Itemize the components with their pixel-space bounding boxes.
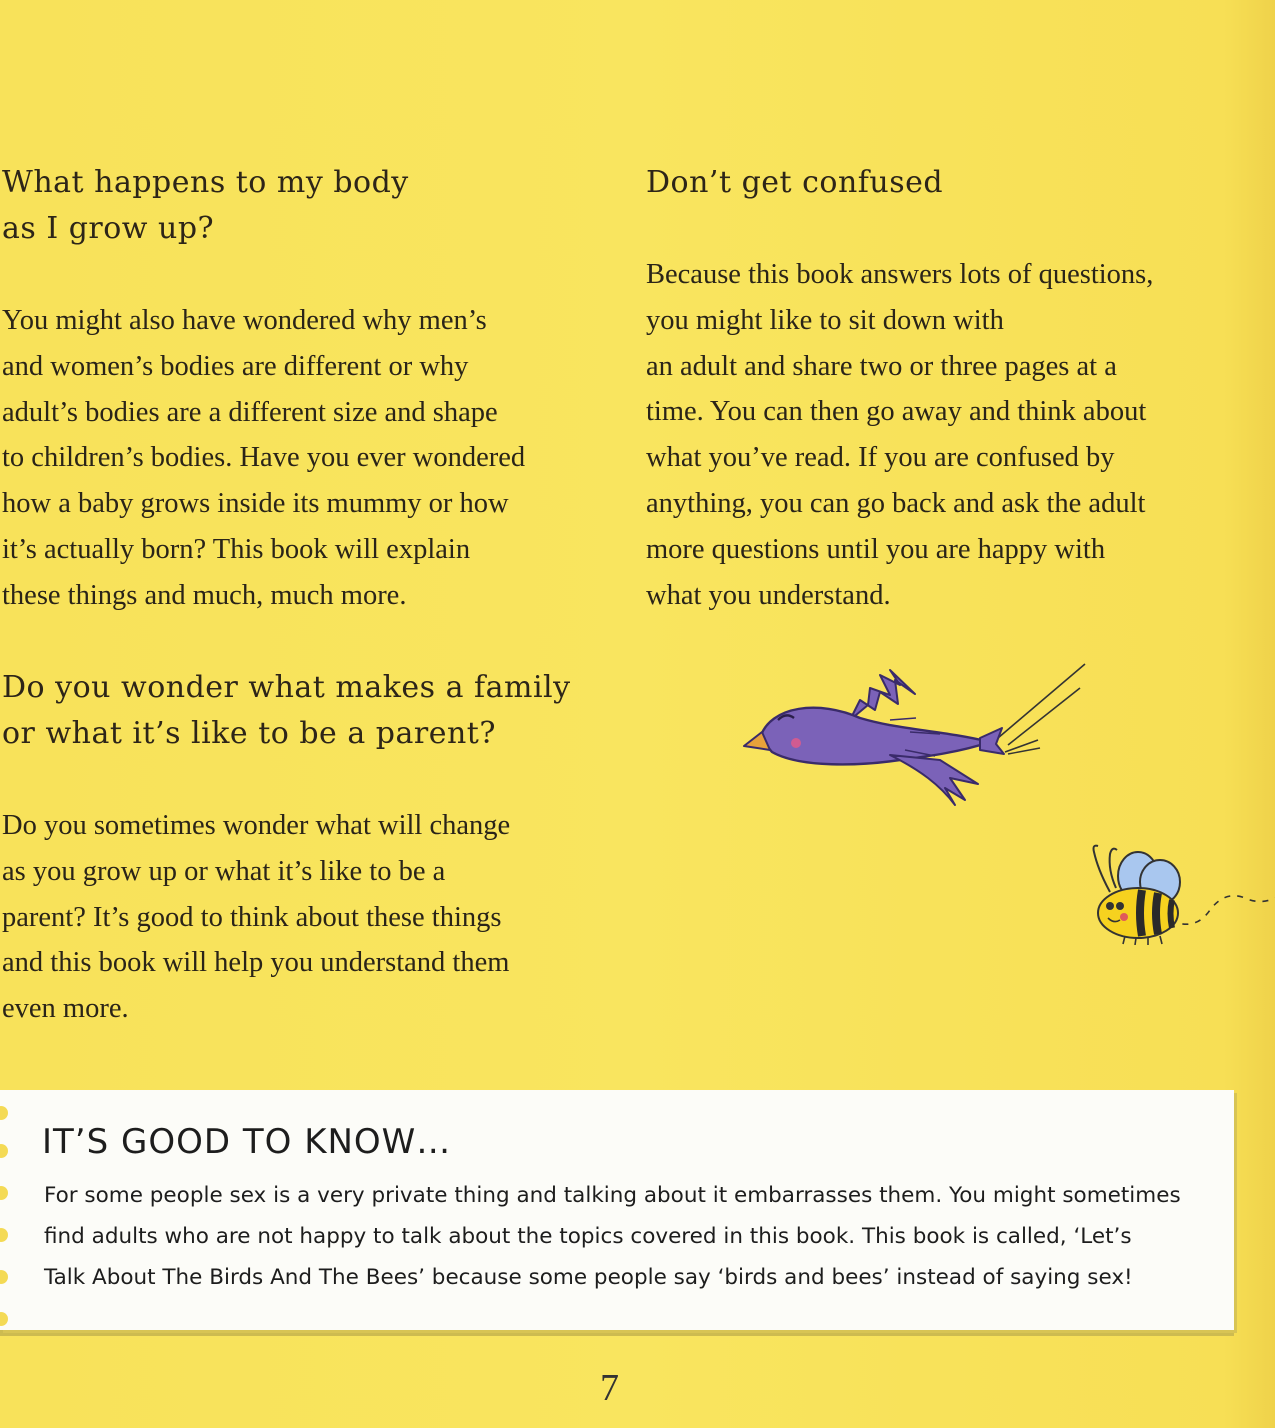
text-line: and women’s bodies are different or why	[2, 350, 469, 382]
page-number: 7	[600, 1367, 619, 1409]
binder-hole-decoration	[0, 1186, 8, 1200]
heading-dont-get-confused: Don’t get confused	[646, 165, 944, 200]
text-line: to children’s bodies. Have you ever wondered	[2, 442, 526, 474]
text-line: anything, you can go back and ask the adult	[646, 487, 1146, 519]
bird-illustration	[740, 660, 1090, 815]
paragraph-reading-advice	[646, 252, 1153, 618]
text-line: an adult and share two or three pages at a	[646, 350, 1117, 382]
text-line: Do you sometimes wonder what will change	[2, 810, 511, 841]
text-line: time. You can then go away and think about	[646, 396, 1147, 428]
text-line: it’s actually born? This book will explain	[2, 533, 471, 565]
text-line: as you grow up or what it’s like to be a	[2, 855, 446, 887]
binder-hole-decoration	[0, 1106, 8, 1120]
good-to-know-text	[44, 1175, 1181, 1298]
text-line: these things and much, much more.	[2, 579, 407, 611]
text-line: even more.	[2, 993, 129, 1025]
paragraph-growing-up	[2, 803, 510, 1032]
binder-hole-decoration	[0, 1144, 8, 1158]
heading-family-parent: Do you wonder what makes a family or what it’s like to be a parent?	[2, 670, 571, 751]
binder-hole-decoration	[0, 1312, 8, 1326]
text-line: Talk About The Birds And The Bees’ because some people say ‘birds and bees’ instead of saying sex!	[44, 1265, 1133, 1290]
text-line: you might like to sit down with	[646, 304, 1004, 336]
text-line: more questions until you are happy with	[646, 533, 1106, 565]
text-line: how a baby grows inside its mummy or how	[2, 488, 509, 520]
heading-body-growing-up: What happens to my body as I grow up?	[2, 165, 409, 246]
text-line: For some people sex is a very private thing and talking about it embarrasses them. You might sometimes	[44, 1183, 1181, 1208]
text-line: and this book will help you understand them	[2, 947, 510, 979]
text-line: parent? It’s good to think about these things	[2, 901, 502, 933]
text-line: adult’s bodies are a different size and shape	[2, 396, 498, 428]
good-to-know-box	[0, 1090, 1234, 1330]
binder-hole-decoration	[0, 1270, 8, 1284]
paragraph-body-differences	[2, 298, 525, 619]
good-to-know-title: IT’S GOOD TO KNOW…	[42, 1122, 452, 1162]
text-line: what you’ve read. If you are confused by	[646, 442, 1115, 474]
binder-hole-decoration	[0, 1228, 8, 1242]
bee-illustration	[1080, 840, 1275, 945]
text-line: You might also have wondered why men’s	[2, 305, 487, 336]
text-line: what you understand.	[646, 579, 891, 611]
text-line: find adults who are not happy to talk about the topics covered in this book. This book is called, ‘Let’s	[44, 1224, 1132, 1249]
text-line: Because this book answers lots of questions,	[646, 259, 1154, 290]
